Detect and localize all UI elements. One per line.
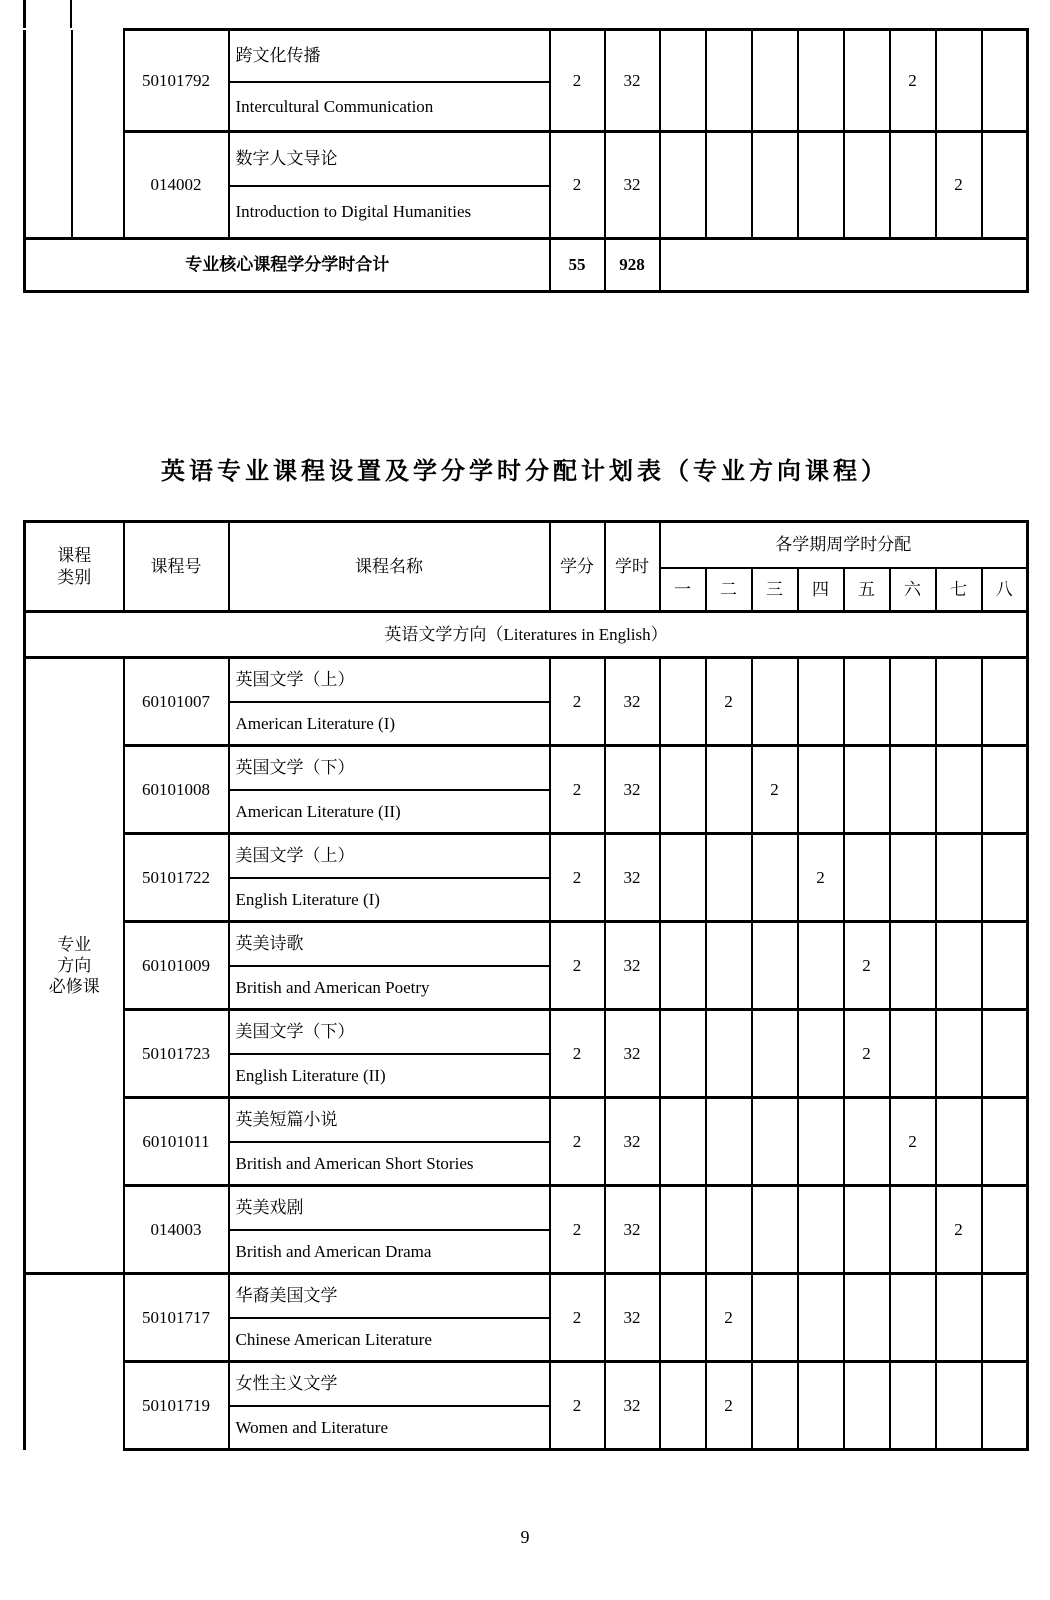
semester-cell [936,1098,982,1186]
credits-cell: 2 [550,922,605,1010]
semester-cell [982,1098,1028,1186]
semester-cell: 2 [890,1098,936,1186]
total-label-cell: 专业核心课程学分学时合计 [25,239,550,292]
semester-cell [936,1010,982,1098]
semester-cell [890,658,936,746]
semester-cell: 2 [752,746,798,834]
semester-cell [844,132,890,239]
semester-cell: 2 [844,922,890,1010]
course-code-cell: 50101719 [124,1362,229,1450]
semester-cell [936,30,982,132]
semester-cell [982,132,1028,239]
course-code-cell: 014002 [124,132,229,239]
semester-cell [798,132,844,239]
semester-cell: 2 [706,658,752,746]
semester-cell [844,1098,890,1186]
course-name-en-cell: Intercultural Communication [229,82,550,132]
direction-courses-table [23,520,1029,1451]
semester-cell [798,1274,844,1362]
credits-cell: 2 [550,1362,605,1450]
semester-cell [752,658,798,746]
category-line: 必修课 [48,977,100,997]
semester-cell [844,746,890,834]
hours-cell: 32 [605,132,660,239]
semester-cell [798,1010,844,1098]
course-name-en-cell: Chinese American Literature [229,1318,550,1362]
page-break-line-left [23,0,26,29]
semester-cell [982,1362,1028,1450]
semester-cell [660,1362,706,1450]
semester-cell [752,1186,798,1274]
semester-cell [844,1274,890,1362]
hours-cell: 32 [605,658,660,746]
semester-cell [798,746,844,834]
semester-cell [844,30,890,132]
semester-cell [890,1362,936,1450]
semester-cell [982,1186,1028,1274]
direction-header-cell: 英语文学方向（Literatures in English） [25,612,1028,658]
course-name-en-cell: Introduction to Digital Humanities [229,186,550,239]
course-name-zh-cell: 英美诗歌 [229,922,550,966]
course-name-zh-cell: 华裔美国文学 [229,1274,550,1318]
semester-cell [890,922,936,1010]
semester-cell [890,834,936,922]
header-hours-cell: 学时 [605,522,660,612]
course-row [25,1362,1028,1406]
header-semester-cell: 八 [982,568,1028,612]
semester-cell [982,834,1028,922]
header-semester-cell: 六 [890,568,936,612]
header-category-cell [25,522,124,612]
header-category-line2: 类别 [57,567,92,587]
course-name-zh-cell: 跨文化传播 [229,30,550,82]
semester-cell [890,746,936,834]
course-code-cell: 60101011 [124,1098,229,1186]
semester-cell [890,132,936,239]
credits-cell: 2 [550,834,605,922]
semester-cell [798,1098,844,1186]
credits-cell: 2 [550,30,605,132]
semester-cell [660,1274,706,1362]
semester-cell [798,30,844,132]
course-name-zh-cell: 英美短篇小说 [229,1098,550,1142]
hours-cell: 32 [605,746,660,834]
header-code-cell: 课程号 [124,522,229,612]
semester-cell [936,746,982,834]
credits-cell: 2 [550,1010,605,1098]
semester-cell [936,834,982,922]
course-row [25,746,1028,790]
course-name-en-cell: English Literature (II) [229,1054,550,1098]
course-name-en-cell: British and American Short Stories [229,1142,550,1186]
course-row [25,1186,1028,1230]
hours-cell: 32 [605,1010,660,1098]
semester-cell [936,1274,982,1362]
direction-header-row [25,612,1028,658]
course-name-zh-cell: 美国文学（上） [229,834,550,878]
course-code-cell: 50101723 [124,1010,229,1098]
semester-cell: 2 [844,1010,890,1098]
course-name-zh-cell: 女性主义文学 [229,1362,550,1406]
category-required-cell [25,658,124,1274]
semester-cell [844,658,890,746]
header-category-line1: 课程 [57,546,92,566]
course-code-cell: 60101009 [124,922,229,1010]
course-row [25,132,1028,186]
course-row [25,1098,1028,1142]
course-name-zh-cell: 美国文学（下） [229,1010,550,1054]
semester-cell [752,922,798,1010]
course-name-en-cell: British and American Drama [229,1230,550,1274]
semester-cell [752,1098,798,1186]
course-code-cell: 014003 [124,1186,229,1274]
hours-cell: 32 [605,1274,660,1362]
semester-cell [844,1362,890,1450]
header-row [25,522,1028,568]
semester-cell [936,1362,982,1450]
semester-cell [706,834,752,922]
subcategory-empty-cell [72,30,124,239]
course-name-zh-cell: 数字人文导论 [229,132,550,186]
semester-cell [982,1010,1028,1098]
hours-cell: 32 [605,30,660,132]
credits-cell: 2 [550,1186,605,1274]
hours-cell: 32 [605,1362,660,1450]
course-row [25,922,1028,966]
semester-cell [890,1186,936,1274]
credits-cell: 2 [550,746,605,834]
course-name-en-cell: British and American Poetry [229,966,550,1010]
semester-cell [660,1186,706,1274]
semester-cell: 2 [706,1274,752,1362]
semester-cell [982,922,1028,1010]
total-empty-cell [660,239,1028,292]
course-name-en-cell: English Literature (I) [229,878,550,922]
semester-cell [706,1010,752,1098]
header-semester-cell: 四 [798,568,844,612]
semester-cell: 2 [798,834,844,922]
hours-cell: 32 [605,1186,660,1274]
semester-cell [660,1098,706,1186]
credits-cell: 2 [550,658,605,746]
page-title: 英语专业课程设置及学分学时分配计划表（专业方向课程） [161,459,889,485]
credits-cell: 2 [550,1098,605,1186]
course-name-zh-cell: 英国文学（下） [229,746,550,790]
course-code-cell: 50101717 [124,1274,229,1362]
category-line: 方向 [57,955,92,975]
page-break-line-mid [70,0,72,29]
course-code-cell: 50101722 [124,834,229,922]
semester-cell [798,922,844,1010]
semester-cell [706,132,752,239]
course-row [25,658,1028,702]
semester-cell [660,30,706,132]
course-name-zh-cell: 英美戏剧 [229,1186,550,1230]
semester-cell [844,1186,890,1274]
semester-cell [844,834,890,922]
course-row [25,1010,1028,1054]
category-empty-cell [25,1274,124,1450]
semester-cell [706,1186,752,1274]
semester-cell [752,30,798,132]
header-semester-cell: 五 [844,568,890,612]
course-name-zh-cell: 英国文学（上） [229,658,550,702]
semester-cell [752,1362,798,1450]
course-name-en-cell: American Literature (II) [229,790,550,834]
semester-cell [660,922,706,1010]
semester-cell: 2 [890,30,936,132]
category-empty-cell [25,30,72,239]
semester-cell [660,746,706,834]
semester-cell [706,30,752,132]
course-row [25,30,1028,82]
course-name-en-cell: American Literature (I) [229,702,550,746]
semester-cell [752,1274,798,1362]
header-semester-cell: 二 [706,568,752,612]
semester-cell [798,1362,844,1450]
semester-cell [660,132,706,239]
semester-cell [660,1010,706,1098]
total-hours-cell: 928 [605,239,660,292]
semester-cell [890,1010,936,1098]
semester-cell: 2 [936,1186,982,1274]
course-code-cell: 60101007 [124,658,229,746]
semester-cell [752,132,798,239]
header-semester-cell: 三 [752,568,798,612]
total-row [25,239,1028,292]
semester-cell [982,1274,1028,1362]
semester-cell [706,922,752,1010]
header-semester-group-cell: 各学期周学时分配 [660,522,1028,568]
core-courses-table [23,28,1029,293]
page-number: 9 [520,1527,530,1547]
course-row [25,1274,1028,1318]
semester-cell [936,658,982,746]
hours-cell: 32 [605,834,660,922]
semester-cell [982,746,1028,834]
semester-cell [798,658,844,746]
semester-cell [936,922,982,1010]
semester-cell [660,834,706,922]
header-semester-cell: 七 [936,568,982,612]
semester-cell: 2 [706,1362,752,1450]
semester-cell [706,1098,752,1186]
header-credits-cell: 学分 [550,522,605,612]
hours-cell: 32 [605,1098,660,1186]
semester-cell [752,1010,798,1098]
header-semester-cell: 一 [660,568,706,612]
credits-cell: 2 [550,132,605,239]
semester-cell [798,1186,844,1274]
course-name-en-cell: Women and Literature [229,1406,550,1450]
semester-cell [890,1274,936,1362]
credits-cell: 2 [550,1274,605,1362]
total-credits-cell: 55 [550,239,605,292]
semester-cell [982,658,1028,746]
category-line: 专业 [57,934,92,954]
course-code-cell: 60101008 [124,746,229,834]
header-name-cell: 课程名称 [229,522,550,612]
hours-cell: 32 [605,922,660,1010]
semester-cell [982,30,1028,132]
course-code-cell: 50101792 [124,30,229,132]
semester-cell: 2 [936,132,982,239]
semester-cell [752,834,798,922]
course-row [25,834,1028,878]
semester-cell [706,746,752,834]
semester-cell [660,658,706,746]
